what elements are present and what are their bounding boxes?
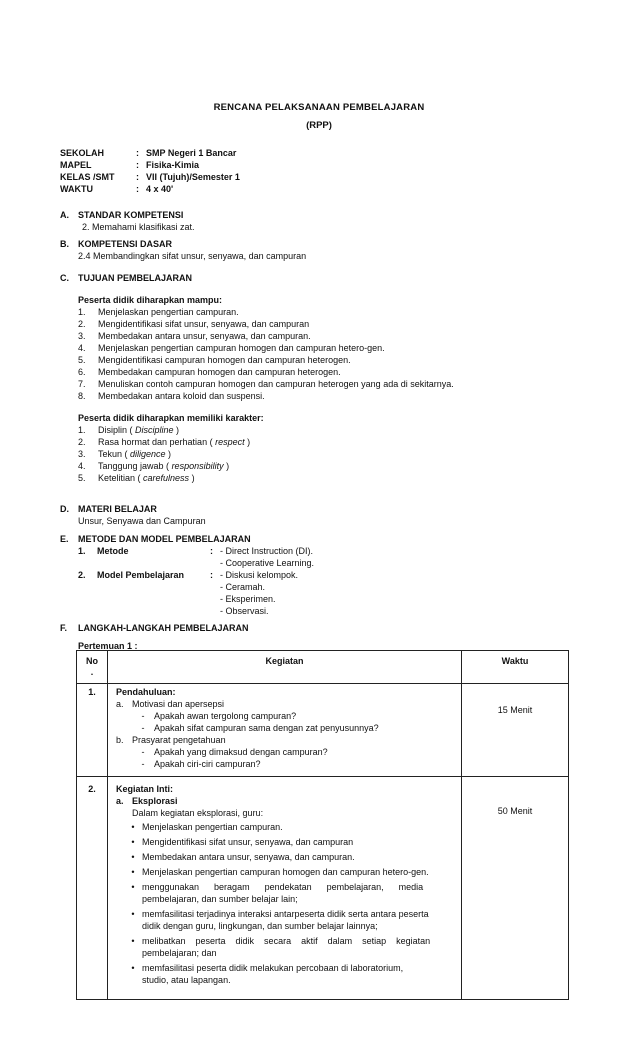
sub-heading (116, 698, 461, 710)
activity-table (76, 650, 569, 1000)
identity-key: KELAS /SMT (60, 172, 115, 182)
section-title: MATERI BELAJAR (78, 504, 157, 514)
section-title: LANGKAH-LANGKAH PEMBELAJARAN (78, 623, 249, 633)
character-item (78, 448, 171, 460)
section-letter: A. (60, 210, 69, 220)
goal-item (78, 366, 341, 378)
model-item: - Diskusi kelompok. (220, 570, 299, 580)
goal-number: 7. (78, 379, 86, 389)
exploration-text: Menjelaskan pengertian campuran homogen dan campuran hetero-gen. (142, 867, 429, 877)
sub-title: Motivasi dan apersepsi (132, 699, 225, 709)
method-item: - Direct Instruction (DI). (220, 546, 314, 556)
goal-number: 4. (78, 343, 86, 353)
document-subtitle: (RPP) (306, 120, 332, 131)
section-letter: C. (60, 273, 69, 283)
meeting-label: Pertemuan 1 : (78, 641, 138, 651)
exploration-text: menggunakan beragam pendekatan pembelajaran, media (142, 882, 424, 892)
character-item (78, 424, 179, 436)
character-number: 5. (78, 473, 86, 483)
exploration-item (116, 836, 453, 848)
section-a-item: 2. Memahami klasifikasi zat. (82, 222, 195, 232)
character-item (78, 436, 250, 448)
sub-heading (116, 795, 453, 807)
exploration-text: pembelajaran, dan sumber belajar lain; (142, 894, 298, 904)
exploration-item (116, 962, 453, 986)
row-number: 1. (77, 684, 108, 777)
table-row (77, 684, 569, 777)
section-d-heading (60, 503, 157, 515)
character-item (78, 472, 195, 484)
goal-text: Membedakan campuran homogen dan campuran heterogen. (98, 367, 341, 377)
goal-number: 8. (78, 391, 86, 401)
character-close: ) (189, 473, 195, 483)
character-english: diligence (130, 449, 166, 459)
character-english: respect (215, 437, 245, 447)
identity-sep: : (136, 184, 139, 194)
exploration-item (116, 821, 453, 833)
header-kegiatan: Kegiatan (108, 651, 462, 684)
goal-item (78, 378, 454, 390)
question-text: Apakah yang dimaksud dengan campuran? (154, 747, 328, 757)
goal-item (78, 318, 309, 330)
exploration-item (116, 851, 453, 863)
question-text: Apakah sifat campuran sama dengan zat penyusunnya? (154, 723, 379, 733)
model-item: - Ceramah. (220, 582, 266, 592)
bullet-icon: • (131, 852, 135, 862)
section-letter: E. (60, 534, 69, 544)
section-b-heading (60, 238, 172, 250)
character-close: ) (165, 449, 172, 459)
bullet-icon: • (131, 867, 135, 877)
identity-value: SMP Negeri 1 Bancar (146, 148, 237, 158)
character-item (78, 460, 229, 472)
header-no-text: No (86, 656, 98, 666)
exploration-text: memfasilitasi terjadinya interaksi antarpeserta didik serta antara peserta (142, 909, 429, 919)
section-letter: B. (60, 239, 69, 249)
exploration-text: melibatkan peserta didik secara aktif dalam setiap kegiatan (142, 936, 431, 946)
model-item: - Eksperimen. (220, 594, 276, 604)
identity-key: MAPEL (60, 160, 92, 170)
goal-text: Menuliskan contoh campuran homogen dan campuran heterogen yang ada di sekitarnya. (98, 379, 454, 389)
exploration-text: Membedakan antara unsur, senyawa, dan campuran. (142, 852, 355, 862)
section-c-heading (60, 272, 192, 284)
goal-text: Mengidentifikasi sifat unsur, senyawa, dan campuran (98, 319, 310, 329)
section-a-heading (60, 209, 183, 221)
table-row (77, 777, 569, 1000)
method-label: Metode (97, 546, 129, 556)
row-activity (108, 684, 462, 777)
model-label: Model Pembelajaran (97, 570, 185, 580)
model-number: 2. (78, 570, 86, 580)
bullet-icon: • (131, 822, 135, 832)
sub-title: Prasyarat pengetahuan (132, 735, 226, 745)
exploration-text: memfasilitasi peserta didik melakukan percobaan di laboratorium, (142, 963, 404, 973)
section-letter: D. (60, 504, 69, 514)
goal-item (78, 330, 311, 342)
section-title: METODE DAN MODEL PEMBELAJARAN (78, 534, 251, 544)
character-close: ) (244, 437, 251, 447)
goal-text: Menjelaskan pengertian campuran. (98, 307, 239, 317)
question-item (116, 746, 461, 758)
header-no-dot: . (90, 667, 94, 677)
identity-key: SEKOLAH (60, 148, 105, 158)
identity-key: WAKTU (60, 184, 93, 194)
character-english: Discipline (135, 425, 174, 435)
goal-number: 2. (78, 319, 86, 329)
row-activity (108, 777, 462, 1000)
question-item (116, 758, 461, 770)
section-title: STANDAR KOMPETENSI (78, 210, 184, 220)
question-text: Apakah awan tergolong campuran? (154, 711, 297, 721)
character-number: 1. (78, 425, 86, 435)
bullet-icon: • (131, 837, 135, 847)
header-waktu: Waktu (462, 651, 569, 684)
goal-number: 1. (78, 307, 86, 317)
exploration-list (116, 821, 453, 986)
goal-text: Mengidentifikasi campuran homogen dan campuran heterogen. (98, 355, 351, 365)
character-text: Tanggung jawab ( (98, 461, 172, 471)
character-text: Tekun ( (98, 449, 131, 459)
model-sep: : (210, 570, 213, 580)
dash-icon: - (141, 723, 145, 733)
dash-icon: - (141, 759, 145, 769)
character-text: Rasa hormat dan perhatian ( (98, 437, 216, 447)
bullet-icon: • (131, 963, 135, 973)
identity-value: 4 x 40' (146, 184, 174, 194)
section-title: TUJUAN PEMBELAJARAN (78, 273, 193, 283)
goal-text: Membedakan antara unsur, senyawa, dan campuran. (98, 331, 311, 341)
character-english: responsibility (171, 461, 224, 471)
row-duration: 15 Menit (462, 684, 569, 777)
character-number: 2. (78, 437, 86, 447)
method-sep: : (210, 546, 213, 556)
exploration-text: didik dengan guru, lingkungan, dan sumber belajar lainnya; (142, 921, 378, 931)
sub-letter: a. (116, 699, 124, 709)
identity-value: Fisika-Kimia (146, 160, 200, 170)
question-item (116, 710, 461, 722)
character-close: ) (223, 461, 230, 471)
goal-item (78, 354, 351, 366)
sub-title: Eksplorasi (132, 796, 178, 806)
exploration-item (116, 866, 453, 878)
character-intro: Peserta didik diharapkan memiliki karakter: (78, 413, 264, 423)
model-item: - Observasi. (220, 606, 269, 616)
question-item (116, 722, 461, 734)
section-title: KOMPETENSI DASAR (78, 239, 173, 249)
exploration-item (116, 881, 453, 905)
goal-number: 5. (78, 355, 86, 365)
row-number: 2. (77, 777, 108, 1000)
goal-text: Membedakan antara koloid dan suspensi. (98, 391, 265, 401)
header-no (77, 651, 108, 684)
goal-item (78, 306, 239, 318)
goal-item (78, 342, 385, 354)
row-duration: 50 Menit (462, 777, 569, 1000)
document-title: RENCANA PELAKSANAAN PEMBELAJARAN (213, 102, 425, 113)
bullet-icon: • (131, 909, 135, 919)
character-close: ) (173, 425, 180, 435)
method-item: - Cooperative Learning. (220, 558, 315, 568)
identity-sep: : (136, 172, 139, 182)
section-f-heading (60, 622, 249, 634)
row-title: Kegiatan Inti: (116, 784, 174, 794)
goal-number: 3. (78, 331, 86, 341)
section-b-item: 2.4 Membandingkan sifat unsur, senyawa, dan campuran (78, 251, 307, 261)
exploration-text: studio, atau lapangan. (142, 975, 231, 985)
table-header-row (77, 651, 569, 684)
exploration-text: pembelajaran; dan (142, 948, 217, 958)
exploration-item (116, 935, 453, 959)
exploration-text: Menjelaskan pengertian campuran. (142, 822, 283, 832)
dash-icon: - (141, 711, 145, 721)
goal-text: Menjelaskan pengertian campuran homogen dan campuran hetero-gen. (98, 343, 385, 353)
identity-sep: : (136, 160, 139, 170)
character-number: 3. (78, 449, 86, 459)
character-text: Disiplin ( (98, 425, 136, 435)
exploration-item (116, 908, 453, 932)
dash-icon: - (141, 747, 145, 757)
row-title: Pendahuluan: (116, 687, 176, 697)
character-english: carefulness (143, 473, 190, 483)
section-e-heading (60, 533, 251, 545)
identity-sep: : (136, 148, 139, 158)
identity-value: VII (Tujuh)/Semester 1 (146, 172, 240, 182)
goal-number: 6. (78, 367, 86, 377)
character-text: Ketelitian ( (98, 473, 144, 483)
bullet-icon: • (131, 936, 135, 946)
question-text: Apakah ciri-ciri campuran? (154, 759, 261, 769)
sub-heading (116, 734, 461, 746)
exploration-intro: Dalam kegiatan eksplorasi, guru: (132, 808, 264, 818)
bullet-icon: • (131, 882, 135, 892)
goals-intro: Peserta didik diharapkan mampu: (78, 295, 223, 305)
section-letter: F. (60, 623, 68, 633)
method-number: 1. (78, 546, 86, 556)
sub-letter: a. (116, 796, 124, 806)
sub-letter: b. (116, 735, 124, 745)
section-d-item: Unsur, Senyawa dan Campuran (78, 516, 206, 526)
goal-item (78, 390, 265, 402)
exploration-text: Mengidentifikasi sifat unsur, senyawa, dan campuran (142, 837, 354, 847)
character-number: 4. (78, 461, 86, 471)
